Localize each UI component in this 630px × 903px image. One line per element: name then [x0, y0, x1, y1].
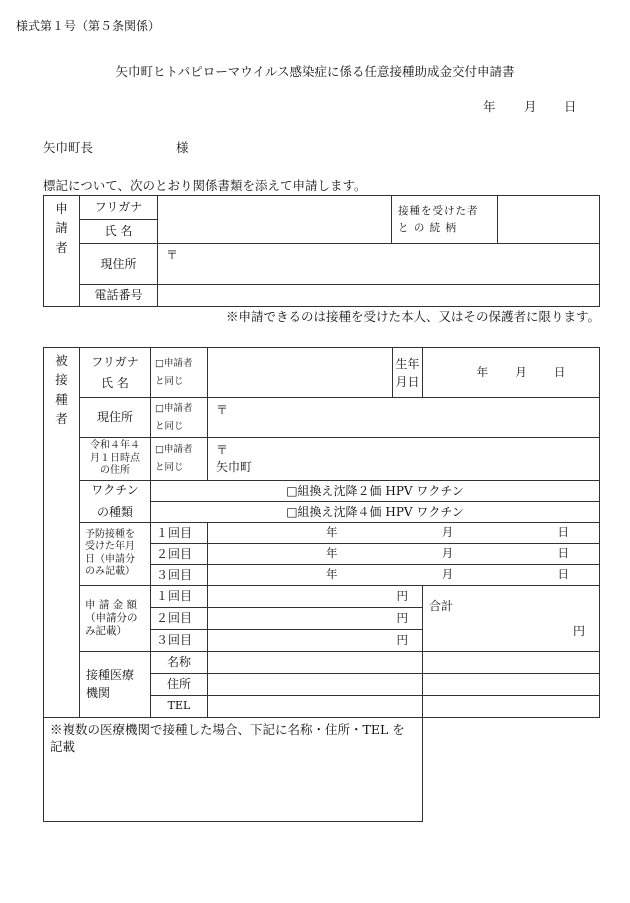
amount-dose-1-label: １回目: [151, 585, 208, 607]
total-yen: 円: [572, 623, 585, 638]
recipient-furigana-label: フリガナ: [91, 355, 139, 370]
postal-mark: 〒: [216, 403, 229, 417]
institution-tel-label: TEL: [151, 695, 208, 717]
town-name: 矢巾町: [216, 459, 253, 474]
recipient-name-text: 氏 名: [101, 375, 129, 390]
recipient-name-field[interactable]: [208, 348, 393, 398]
past-address-field[interactable]: [208, 438, 600, 481]
vaccine-type-label: ワクチン の種類: [80, 480, 151, 522]
institution-address-extra-field[interactable]: [423, 673, 600, 695]
institution-name-field[interactable]: [208, 651, 423, 673]
relation-label-line1: 接種を受けた者: [398, 205, 479, 218]
amount-dose-1-field[interactable]: 円: [208, 585, 423, 607]
amount-label: 申 請 金 額 （申請分の み記載）: [80, 585, 151, 651]
institution-tel-extra-field[interactable]: [423, 695, 600, 717]
total-amount-field[interactable]: [423, 585, 600, 651]
amount-dose-3-label: ３回目: [151, 629, 208, 651]
addressee: 矢巾町長: [43, 140, 94, 155]
form-number: 様式第１号（第５条関係）: [16, 19, 161, 33]
institution-name-extra-field[interactable]: [423, 651, 600, 673]
amount-dose-3-field[interactable]: 円: [208, 629, 423, 651]
postal-mark: 〒: [166, 248, 179, 262]
honorific: 様: [176, 140, 189, 155]
applicant-phone-field[interactable]: [158, 285, 600, 307]
applicant-address-label: 現住所: [80, 244, 158, 285]
vaccine-4-valent-checkbox[interactable]: □組換え沈降４価 HPV ワクチン: [151, 501, 600, 522]
dose-1-date-field[interactable]: 年 月 日: [208, 522, 600, 543]
header-month-label: 月: [524, 99, 537, 114]
applicant-address-field[interactable]: [158, 244, 600, 285]
vaccine-2-valent-checkbox[interactable]: □組換え沈降２価 HPV ワクチン: [151, 480, 600, 501]
past-address-label: 令和４年４ 月１日時点 の住所: [80, 438, 151, 481]
header-year-label: 年: [483, 99, 496, 114]
dose-2-date-field[interactable]: 年 月 日: [208, 543, 600, 564]
multiple-institutions-field[interactable]: [44, 717, 423, 821]
dose-3-label: ３回目: [151, 564, 208, 585]
institution-tel-field[interactable]: [208, 695, 423, 717]
institution-label: 接種医療 機関: [80, 651, 151, 717]
same-as-applicant-past-address-checkbox[interactable]: □申請者 と同じ: [151, 438, 208, 481]
dose-2-label: ２回目: [151, 543, 208, 564]
institution-address-label: 住所: [151, 673, 208, 695]
applicant-relation-field[interactable]: [498, 196, 600, 244]
applicant-section-label: 申請者: [44, 196, 80, 307]
dose-1-label: １回目: [151, 522, 208, 543]
applicant-relation-label: [392, 196, 498, 244]
birth-date-field[interactable]: 年 月 日: [423, 348, 600, 398]
form-title: 矢巾町ヒトパピローマウイルス感染症に係る任意接種助成金交付申請書: [115, 64, 515, 79]
vaccination-date-label: 予防接種を 受けた年月 日（申請分 のみ記載）: [80, 522, 151, 585]
applicant-phone-label: 電話番号: [80, 285, 158, 307]
institution-name-label: 名称: [151, 651, 208, 673]
amount-dose-2-field[interactable]: 円: [208, 607, 423, 629]
applicant-name-field[interactable]: [158, 196, 392, 244]
applicant-note: ※申請できるのは接種を受けた本人、又はその保護者に限ります。: [225, 309, 600, 324]
multiple-institutions-note: ※複数の医療機関で接種した場合、下記に名称・住所・TEL を記載: [50, 721, 405, 754]
recipient-address-label: 現住所: [80, 398, 151, 438]
recipient-table: [43, 347, 600, 822]
recipient-address-field[interactable]: [208, 398, 600, 438]
recipient-section-label: 被接種者: [44, 348, 80, 718]
birth-date-label: 生年 月日: [393, 348, 423, 398]
dose-3-date-field[interactable]: 年 月 日: [208, 564, 600, 585]
same-as-applicant-address-checkbox[interactable]: □申請者 と同じ: [151, 398, 208, 438]
intro-text: 標記について、次のとおり関係書類を添えて申請します。: [43, 178, 367, 193]
amount-dose-2-label: ２回目: [151, 607, 208, 629]
relation-label-line2: と の 続 柄: [398, 221, 458, 234]
postal-mark: 〒: [216, 443, 229, 457]
header-day-label: 日: [564, 99, 577, 114]
total-label: 合計: [429, 598, 454, 613]
applicant-furigana-label: フリガナ: [80, 196, 158, 220]
recipient-name-label: [80, 348, 151, 398]
applicant-table: [43, 195, 600, 307]
same-as-applicant-name-checkbox[interactable]: □申請者 と同じ: [151, 348, 208, 398]
institution-address-field[interactable]: [208, 673, 423, 695]
applicant-name-label: 氏 名: [80, 220, 158, 244]
